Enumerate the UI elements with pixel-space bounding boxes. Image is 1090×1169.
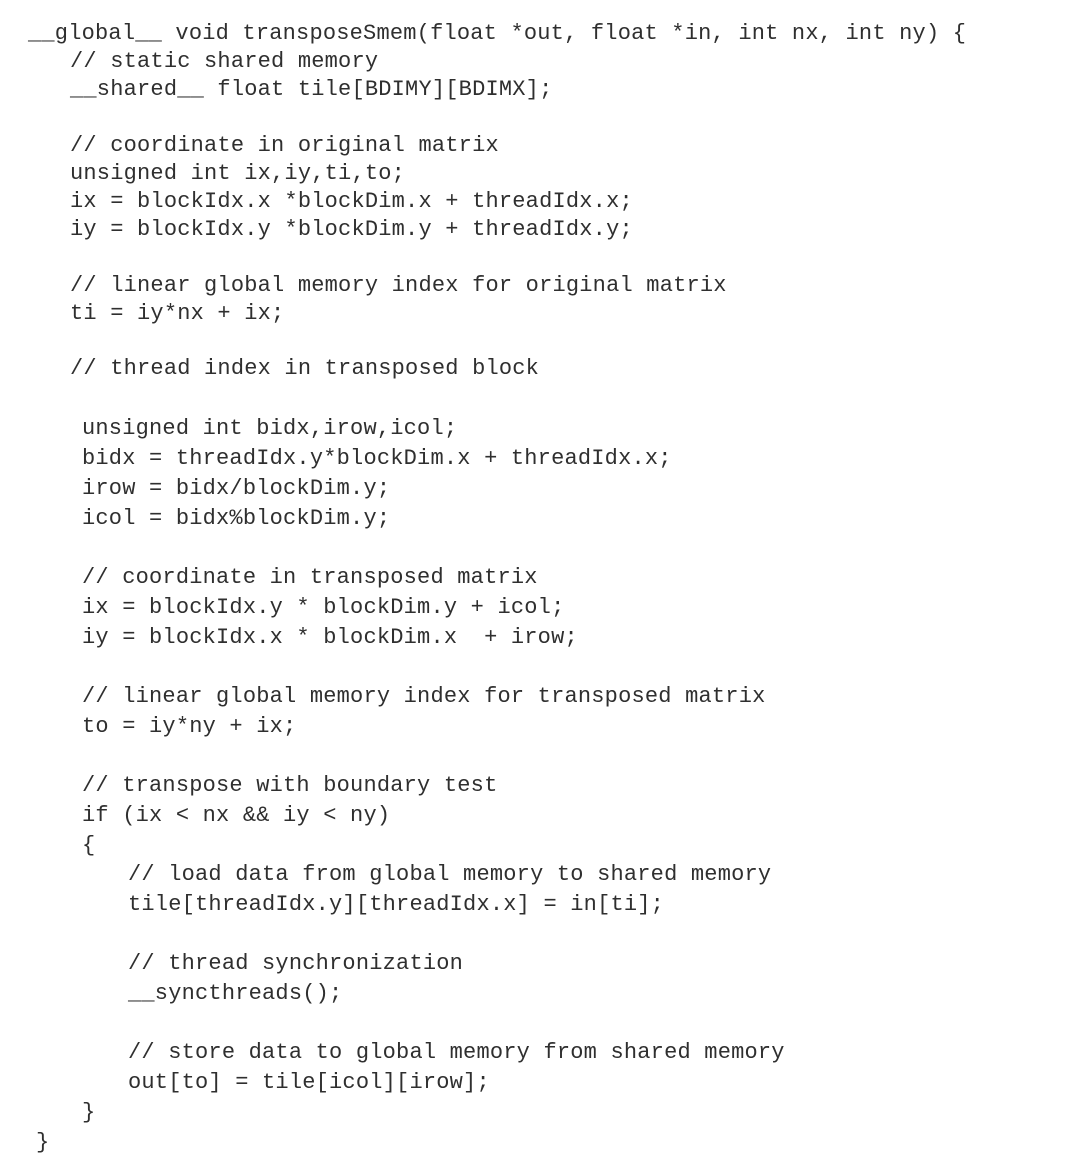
code-line-bidx: bidx = threadIdx.y*blockDim.x + threadIdx.x; (82, 446, 672, 471)
code-line-ix-original: ix = blockIdx.x *blockDim.x + threadIdx.x; (70, 189, 633, 214)
code-line-ix-transposed: ix = blockIdx.y * blockDim.y + icol; (82, 595, 565, 620)
code-line-shared-tile: __shared__ float tile[BDIMY][BDIMX]; (70, 77, 553, 102)
code-line-irow: irow = bidx/blockDim.y; (82, 476, 391, 501)
code-line-open-brace: { (82, 833, 96, 858)
code-line-comment-transposed-coord: // coordinate in transposed matrix (82, 565, 538, 590)
code-line-to: to = iy*ny + ix; (82, 714, 297, 739)
code-line-syncthreads: __syncthreads(); (128, 981, 343, 1006)
code-line-icol: icol = bidx%blockDim.y; (82, 506, 391, 531)
code-line-comment-linear-original: // linear global memory index for original matrix (70, 273, 727, 298)
code-line-comment-original-coord: // coordinate in original matrix (70, 133, 499, 158)
code-line-ti: ti = iy*nx + ix; (70, 301, 285, 326)
code-line-comment-linear-transposed: // linear global memory index for transposed matrix (82, 684, 766, 709)
code-line-tile-load: tile[threadIdx.y][threadIdx.x] = in[ti]; (128, 892, 665, 917)
code-line-comment-boundary-test: // transpose with boundary test (82, 773, 498, 798)
code-line-out-store: out[to] = tile[icol][irow]; (128, 1070, 490, 1095)
code-line-comment-store-data: // store data to global memory from shared memory (128, 1040, 785, 1065)
code-line-if-condition: if (ix < nx && iy < ny) (82, 803, 391, 828)
code-line-comment-static-shared: // static shared memory (70, 49, 379, 74)
code-line-function-signature: __global__ void transposeSmem(float *out, float *in, int nx, int ny) { (28, 21, 967, 46)
code-line-comment-sync: // thread synchronization (128, 951, 464, 976)
code-line-comment-load-data: // load data from global memory to shared memory (128, 862, 772, 887)
code-line-comment-thread-index: // thread index in transposed block (70, 356, 540, 381)
code-line-close-function-brace: } (36, 1130, 50, 1155)
code-line-declare-indices: unsigned int ix,iy,ti,to; (70, 161, 406, 186)
code-line-close-if-brace: } (82, 1100, 96, 1125)
code-line-declare-bidx: unsigned int bidx,irow,icol; (82, 416, 458, 441)
code-line-iy-original: iy = blockIdx.y *blockDim.y + threadIdx.y; (70, 217, 633, 242)
code-line-iy-transposed: iy = blockIdx.x * blockDim.x + irow; (82, 625, 578, 650)
